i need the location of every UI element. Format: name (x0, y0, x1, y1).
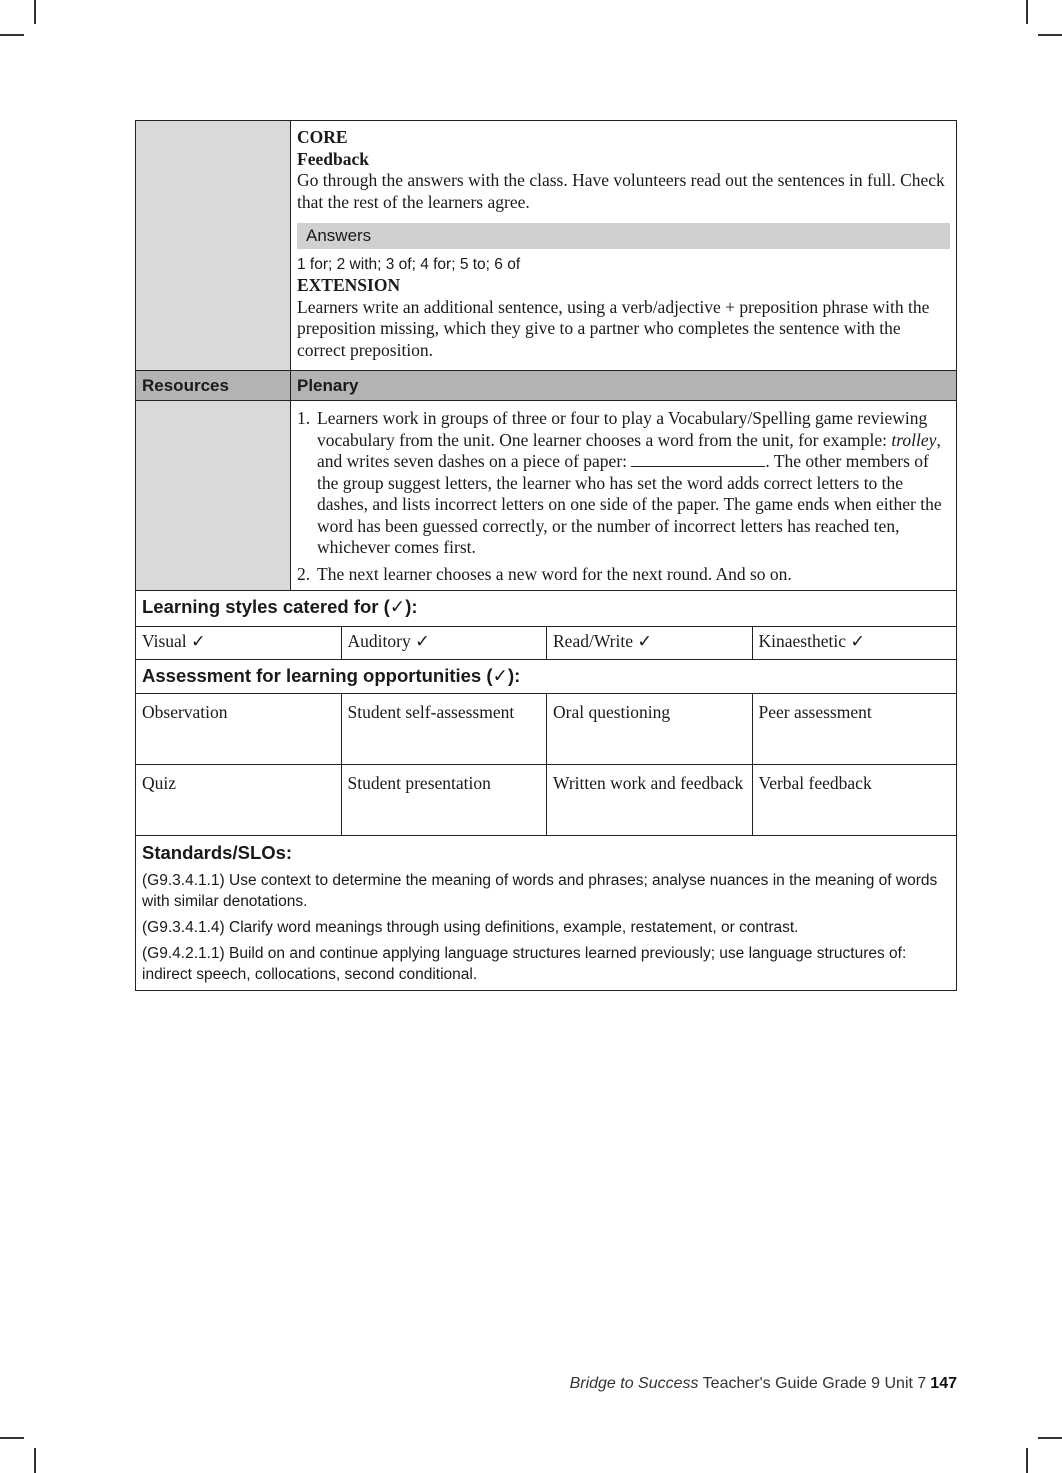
page-footer (570, 1375, 957, 1393)
core-label: CORE (297, 127, 348, 147)
standards-heading: Standards/SLOs: (142, 842, 293, 863)
learning-style-visual: Visual ✓ (136, 627, 342, 659)
extension-text: Learners write an additional sentence, using a verb/adjective + preposition phrase with the preposition missing, which they give to a partner who completes the sentence with the correct preposition. (297, 296, 930, 360)
plenary-item-text: Learners work in groups of three or four to play a Vocabulary/Spelling game reviewing vocabulary from the unit. One learner chooses a word from the unit, for example: (317, 408, 928, 450)
standards-row (136, 836, 956, 990)
assessment-row (136, 694, 956, 765)
standards-block (136, 836, 956, 990)
learning-styles-heading: Learning styles catered for (✓): (142, 596, 418, 617)
answers-heading-bar: Answers (297, 223, 950, 249)
core-content (291, 121, 956, 370)
assessment-heading: Assessment for learning opportunities (✓): (142, 665, 521, 686)
plenary-item-text: The next learner chooses a new word for the next round. And so on. (317, 563, 792, 584)
crop-mark-top-left-vertical (34, 0, 36, 24)
learning-style-auditory: Auditory ✓ (342, 627, 548, 659)
assessment-heading-row (136, 660, 956, 694)
plenary-item (297, 564, 950, 586)
lesson-plan-table (135, 120, 957, 991)
book-title: Bridge to Success (569, 1375, 699, 1392)
crop-mark-top-left-horizontal (0, 34, 24, 36)
plenary-item-number: 2. (297, 563, 311, 584)
answers-text: 1 for; 2 with; 3 of; 4 for; 5 to; 6 of (297, 256, 521, 273)
plenary-item (297, 408, 950, 559)
plenary-item-text: , and writes seven dashes on a piece of paper: (317, 429, 941, 471)
crop-mark-top-right-vertical (1026, 0, 1028, 24)
example-word: trolley (891, 429, 937, 450)
assessment-option: Student presentation (342, 765, 548, 835)
learning-styles-heading-row (136, 591, 956, 627)
assessment-row (136, 765, 956, 836)
extension-heading: EXTENSION (297, 275, 401, 295)
assessment-option: Peer assessment (758, 702, 872, 722)
assessment-option: Verbal feedback (758, 773, 872, 793)
plenary-list (297, 408, 950, 585)
resources-cell (136, 401, 291, 590)
resources-header: Resources (136, 371, 291, 400)
crop-mark-bottom-right-horizontal (1038, 1437, 1062, 1439)
assessment-option: Observation (136, 694, 342, 764)
standard-item: (G9.4.2.1.1) Build on and continue applying language structures learned previously; use language structures of: indirect speech, collocations, second conditional. (142, 945, 907, 983)
standard-item: (G9.3.4.1.4) Clarify word meanings through using definitions, example, restatement, or contrast. (142, 919, 799, 936)
learning-style-kinaesthetic: Kinaesthetic ✓ (758, 631, 866, 651)
footer-subtitle: Teacher's Guide Grade 9 Unit 7 (698, 1375, 927, 1392)
learning-styles-row (136, 627, 956, 660)
assessment-option: Written work and feedback (547, 765, 753, 835)
plenary-header-row (136, 371, 956, 401)
crop-mark-bottom-left-vertical (34, 1448, 36, 1473)
plenary-row (136, 401, 956, 591)
plenary-item-number: 1. (297, 408, 311, 428)
standard-item: (G9.3.4.1.1) Use context to determine the meaning of words and phrases; analyse nuances in the meaning of words with similar denotations. (142, 872, 938, 910)
crop-mark-top-right-horizontal (1038, 34, 1062, 36)
core-row (136, 121, 956, 371)
plenary-header: Plenary (297, 376, 359, 395)
dashes-blank (631, 452, 765, 467)
assessment-option: Oral questioning (547, 694, 753, 764)
learning-style-read-write: Read/Write ✓ (547, 627, 753, 659)
plenary-content (291, 401, 956, 590)
crop-mark-bottom-left-horizontal (0, 1437, 24, 1439)
plenary-item-text: . The other members of the group suggest letters, the learner who has set the word adds correct letters to the dashes, and lists incorrect letters on one side of the paper. The game ends when either the word has been guessed correctly, or the number of incorrect letters has reached ten, whichever comes first. (317, 451, 942, 557)
crop-mark-bottom-right-vertical (1026, 1448, 1028, 1473)
resources-column-cell (136, 121, 291, 370)
page-number: 147 (930, 1375, 957, 1392)
assessment-option: Quiz (136, 765, 342, 835)
assessment-option: Student self-assessment (342, 694, 548, 764)
feedback-text: Go through the answers with the class. Have volunteers read out the sentences in full. Check that the rest of the learners agree. (297, 170, 945, 212)
feedback-heading: Feedback (297, 148, 369, 169)
